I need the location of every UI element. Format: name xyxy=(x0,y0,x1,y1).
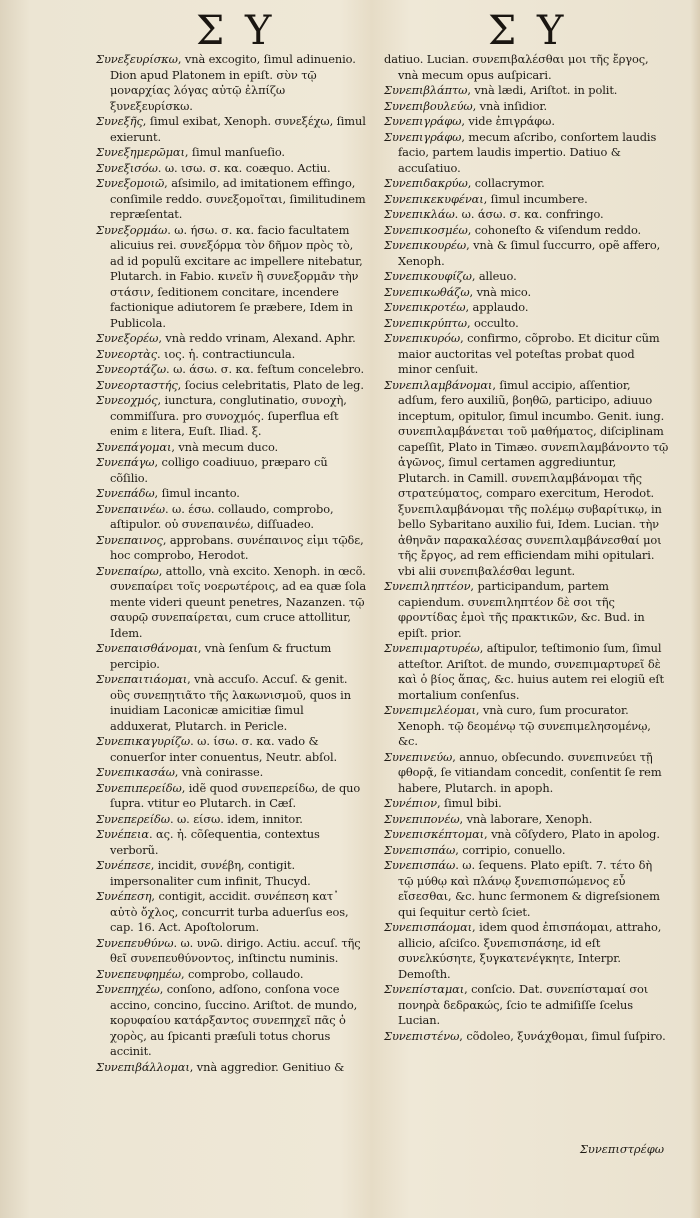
catchword: Συνεπιστρέφω xyxy=(579,1142,664,1156)
dictionary-entry xyxy=(96,982,368,1060)
headword: Συνεπίσταμαι xyxy=(384,982,465,996)
headword: Συνεορτὰς xyxy=(96,346,158,361)
dictionary-entry xyxy=(96,114,368,145)
headword: Συνεπιγράφω xyxy=(384,114,462,128)
headword: Συνεπάγω xyxy=(96,455,155,469)
dictionary-entry xyxy=(384,114,670,130)
entry-text: , vnà conirasse. xyxy=(174,765,264,779)
dictionary-entry xyxy=(384,223,670,239)
dictionary-entry xyxy=(96,362,368,378)
headword: Συνεπιβλάπτω xyxy=(384,83,468,97)
entry-text: , vnà excogito, ſimul adinuenio. Dion apud Platonem in epiſt. σὺν τῷ μοναρχίας λόγας αὐτῷ ἐλπίζω ξυνεξευρίσκω. xyxy=(110,52,356,113)
right-running-head: Σ Υ xyxy=(488,8,568,54)
entry-text: , vide ἐπιγράφω. xyxy=(461,114,555,128)
entry-text: . ω. έσω. collaudo, comprobo, aſtipulor. οὐ συνεπαινέω, diſſuadeo. xyxy=(110,501,334,531)
dictionary-entry xyxy=(96,936,368,967)
left-column xyxy=(96,52,368,1075)
entry-text: , ſimul exibat, Xenoph. συνεξέχω, ſimul exierunt. xyxy=(110,114,366,144)
dictionary-entry xyxy=(96,440,368,456)
headword: Συνεπιλαμβάνομαι xyxy=(384,377,493,392)
dictionary-entry xyxy=(384,827,670,843)
entry-text: , colligo coadiuuo, præparo cũ cõſilio. xyxy=(110,455,328,485)
headword: Συνέπιον xyxy=(384,796,437,810)
dictionary-entry xyxy=(96,52,368,114)
headword: Συνεπισπάω xyxy=(384,842,456,857)
entry-text: , participandum, partem capiendum. συνεπιληπτέον δὲ σοι τῆς φροντίδας ἐμοὶ τῆς πρακτικῶν, &c. Bud. in epiſt. prior. xyxy=(398,579,645,640)
headword: Συνεπινεύω xyxy=(384,749,453,764)
headword: Συνεπευφημέω xyxy=(96,966,181,981)
headword: Συνεπιγράφω xyxy=(384,129,462,144)
entry-text: , comprobo, collaudo. xyxy=(180,966,304,981)
dictionary-entry xyxy=(96,858,368,889)
headword: Συνεπερείδω xyxy=(96,811,170,826)
dictionary-entry xyxy=(96,223,368,332)
headword: Συνεπικοσμέω xyxy=(384,222,468,237)
headword: Συνεπικυρόω xyxy=(384,331,461,345)
dictionary-entry xyxy=(96,889,368,936)
dictionary-entry xyxy=(96,781,368,812)
dictionary-entry xyxy=(96,564,368,642)
entry-text: , ſimul manſueſio. xyxy=(184,145,285,159)
entry-text: , mecum aſcribo, conſortem laudis facio, partem laudis impertio. Datiuo & accuſatiuo. xyxy=(398,129,657,175)
dictionary-entry xyxy=(384,641,670,703)
headword: Συνεξομοιῶ xyxy=(96,176,165,190)
entry-text: . ω. άσω. σ. κα. feſtum concelebro. xyxy=(166,362,364,376)
dictionary-entry xyxy=(384,207,670,223)
entry-text: . ω. είσω. idem, innitor. xyxy=(169,811,303,826)
entry-text: , attollo, vnà excito. Xenoph. in œcõ. συνεπαίρει τοῖς νοερωτέροις, ad ea quæ ſola mente videri queunt penetres, Nazanzen. τῷ σαυρῷ συνεπαίρεται, cum cruce attollitur, Idem. xyxy=(110,563,367,640)
headword: Συνεπαινος xyxy=(96,532,163,547)
dictionary-entry xyxy=(96,641,368,672)
dictionary-entry xyxy=(384,285,670,301)
entry-text: , ſimul incanto. xyxy=(154,486,240,500)
entry-text: , corripio, conuello. xyxy=(455,842,566,857)
dictionary-entry xyxy=(384,920,670,982)
dictionary-entry xyxy=(96,967,368,983)
entry-text: , conſono, adſono, conſona voce accino, concino, ſuccino. Ariſtot. de mundo, κορυφαίου κατάρξαντος συνεπηχεῖ πᾶς ὁ χορὸς, au ſpicanti præſuli totus chorus accinit. xyxy=(110,982,358,1058)
dictionary-entry xyxy=(384,1029,670,1045)
entry-text: , vnà curo, ſum procurator. Xenoph. τῷ δεομένῳ τῷ συνεπιμελησομένῳ, &c. xyxy=(398,703,651,748)
entry-text: , vnà mico. xyxy=(469,284,531,299)
headword: Συνεπαινέω xyxy=(96,501,165,516)
headword: Συνεξῆς xyxy=(96,114,143,128)
dictionary-entry xyxy=(96,393,368,440)
headword: Συνεπισκέπτομαι xyxy=(384,827,485,841)
headword: Συνεπικασάω xyxy=(96,765,175,779)
dictionary-entry xyxy=(384,812,670,828)
dictionary-entry xyxy=(384,99,670,115)
dictionary-entry xyxy=(384,703,670,750)
headword: Συνεπευθύνω xyxy=(96,935,174,950)
dictionary-entry xyxy=(384,316,670,332)
entry-text: , approbans. συνέπαινος εἰμι τῷδε, hoc comprobo, Herodot. xyxy=(110,532,364,562)
headword: Συνεπιμελέομαι xyxy=(384,703,476,717)
entry-text: , cõdoleo, ξυνάχθομαι, ſimul ſuſpiro. xyxy=(459,1028,666,1043)
dictionary-entry xyxy=(384,269,670,285)
headword: Συνεπικουφίζω xyxy=(384,269,472,283)
headword: Συνέπεση xyxy=(96,889,152,903)
dictionary-entry xyxy=(384,982,670,1029)
dictionary-entry xyxy=(384,858,670,920)
entry-text: . ω. ſequens. Plato epiſt. 7. τέτο δὴ τῷ μύθῳ καὶ πλάνῳ ξυνεπισπώμενος εὖ εἴσεσθαι, &c. hunc ſermonem & digreſsionem qui ſequitur certò ſciet. xyxy=(398,858,660,919)
entry-text: , ſimul bibi. xyxy=(436,796,502,810)
dictionary-entry xyxy=(384,238,670,269)
entry-text: , idẽ quod συνεπερείδω, de quo ſupra. vtitur eo Plutarch. in Cæſ. xyxy=(110,780,361,810)
entry-text: . ω. άσω. σ. κα. confringo. xyxy=(454,207,604,221)
headword: Συνεορτάζω xyxy=(96,362,167,376)
headword: Συνεορταστής xyxy=(96,377,178,392)
entry-text: . ω. υνῶ. dirigo. Actiu. accuſ. τῆς θεῖ συνεπευθύνοντος, inſtinctu numinis. xyxy=(110,935,361,965)
headword: Συνεπιστένω xyxy=(384,1028,460,1043)
dictionary-entry xyxy=(384,176,670,192)
headword: Συνεπιβουλεύω xyxy=(384,98,473,113)
entry-text: datiuo. Lucian. συνεπιβαλέσθαι μοι τῆς ἔργος, vnà mecum opus auſpicari. xyxy=(384,52,649,82)
dictionary-entry xyxy=(384,331,670,378)
headword: Συνεπικουρέω xyxy=(384,238,467,252)
dictionary-entry xyxy=(96,331,368,347)
entry-text: , ſocius celebritatis, Plato de leg. xyxy=(177,377,364,392)
entry-text: , ſimul incumbere. xyxy=(483,191,588,206)
entry-text: , vnà accuſo. Accuſ. & genit. οὓς συνεπῃτιᾶτο τῆς λακωνισμοῦ, quos in inuidiam Laconicæ amicitiæ ſimul adduxerat, Plutarch. in Pericle. xyxy=(110,672,351,733)
dictionary-entry xyxy=(96,161,368,177)
entry-text: . ω. ίσω. σ. κα. vado & conuerſor inter conuentus, Neutr. abſol. xyxy=(110,734,338,764)
left-running-head: Σ Υ xyxy=(196,8,276,54)
entry-text: , aſtipulor, teſtimonio ſum, ſimul atteſtor. Ariſtot. de mundo, συνεπιμαρτυρεῖ δὲ καὶ ὁ βίος ἅπας, &c. huius autem rei elogiũ eſt mortalium conſenſus. xyxy=(398,641,664,702)
entry-text: , annuo, obſecundo. συνεπινεύει τῇ φθορᾷ, ſe vitiandam concedit, conſentit ſe rem habere, Plutarch. in apoph. xyxy=(398,749,662,795)
dictionary-entry xyxy=(96,502,368,533)
headword: Συνεπάγομαι xyxy=(96,439,172,454)
dictionary-entry xyxy=(384,130,670,177)
entry-text: , ſimul accipio, aſſentior, adſum, fero auxiliũ, βοηθῶ, participo, adiuuo inceptum, opitulor, ſimul incumbo. Genit. iung. συνεπιλαμβάνεται τοῦ μαθήματος, diſciplinam capeſſit, Plato in Timæo. συνεπιλαμβάνοντο τῷ ἀγῶνος, ſimul certamen aggrediuntur, Plutarch. in Camill. συνεπιλαμβάνομαι τῆς στρατεύματος, comparo exercitum, Herodot. ξυνεπιλαμβάνομαι τῆς πολέμῳ συβαρίτικῳ, in bello Sybaritano auxilio fui, Idem. Lucian. τὴν ἀθηνᾶν παρακαλέσας συνεπιλαμβάνεσθαί μοι τῆς ἔργος, ad rem efficiendam mihi opitulari. vbi alii συνεπιβαλέσθαι legunt. xyxy=(398,377,669,578)
headword: Συνεπαισθάνομαι xyxy=(96,641,198,655)
headword: Συνεξημερῶμαι xyxy=(96,145,185,159)
headword: Συνεπαιτιάομαι xyxy=(96,672,188,686)
entry-text: , iunctura, conglutinatio, συνοχὴ, commiſſura. pro συνοχμός. ſuperflua eſt enim ε litera, Euſt. Iliad. ξ. xyxy=(110,393,347,438)
headword: Συνεπισπάομαι xyxy=(384,920,473,934)
entry-text: . ας. ἡ. cõſequentia, contextus verborũ. xyxy=(110,827,320,857)
dictionary-entry xyxy=(96,1060,368,1076)
entry-text: , vnà mecum duco. xyxy=(171,439,279,454)
entry-text: , conſcio. Dat. συνεπίσταμαί σοι πονηρὰ δεδρακώς, ſcio te admiſiſſe ſcelus Lucian. xyxy=(398,982,649,1027)
dictionary-entry xyxy=(96,734,368,765)
headword: Συνεπιμαρτυρέω xyxy=(384,641,480,655)
entry-text: . ω. ήσω. σ. κα. facio facultatem alicuius rei. συνεξόρμα τὸν δῆμον πρὸς τὸ, ad id populũ excitare ac impellere nitebatur, Plutarch. in Fabio. κινεῖν ἢ συνεξορμᾶν τὴν στάσιν, ſeditionem concitare, incendere factionique adiutorem ſe præbere, Idem in Publicola. xyxy=(110,222,363,330)
entry-text: , collacrymor. xyxy=(467,176,545,190)
entry-text: , applaudo. xyxy=(465,300,529,314)
headword: Συνέπεια xyxy=(96,827,149,841)
entry-text: , vnà & ſimul ſuccurro, opẽ affero, Xenoph. xyxy=(398,238,661,268)
headword: Συνεπάδω xyxy=(96,486,155,500)
entry-text: , cohoneſto & viſendum reddo. xyxy=(467,222,642,237)
entry-text: , vnà ſenſum & fructum percipio. xyxy=(110,641,332,671)
headword: Συνεξευρίσκω xyxy=(96,52,178,66)
dictionary-entry xyxy=(384,843,670,859)
headword: Συνεπιδακρύω xyxy=(384,176,468,190)
entry-text: . ιος. ἡ. contractiuncula. xyxy=(157,346,296,361)
headword: Συνεξορέω xyxy=(96,331,159,345)
headword: Συνεξισόω xyxy=(96,160,158,175)
dictionary-entry xyxy=(96,827,368,858)
headword: Συνεπικεκυφέναι xyxy=(384,191,484,206)
entry-text: , occulto. xyxy=(466,315,519,330)
dictionary-entry xyxy=(384,796,670,812)
dictionary-entry xyxy=(96,486,368,502)
dictionary-entry xyxy=(96,672,368,734)
dictionary-entry xyxy=(384,83,670,99)
headword: Συνεοχμός xyxy=(96,393,158,407)
headword: Συνεπαίρω xyxy=(96,563,159,578)
headword: Συνεπιπερείδω xyxy=(96,780,182,795)
headword: Συνεπηχέω xyxy=(96,982,160,996)
headword: Συνεπικλάω xyxy=(384,207,455,221)
dictionary-entry xyxy=(96,812,368,828)
right-column xyxy=(384,52,670,1044)
entry-text: , contigit, accidit. συνέπεση κατ᾽ αὐτὸ ὄχλος, concurrit turba aduerſus eos, cap. 16. Act. Apoſtolorum. xyxy=(110,889,349,934)
dictionary-entry xyxy=(96,765,368,781)
headword: Συνεξορμάω xyxy=(96,222,168,237)
dictionary-entry xyxy=(384,750,670,797)
entry-text: , vnà aggredior. Genitiuo & xyxy=(189,1059,345,1074)
headword: Συνεπικωθάζω xyxy=(384,284,470,299)
dictionary-entry xyxy=(96,145,368,161)
entry-text: , idem quod ἐπισπάομαι, attraho, allicio, aſciſco. ξυνεπισπάσηε, id eſt συνελκύσητε, ξυγκατενέγκητε, Interpr. Demoſth. xyxy=(398,920,662,981)
headword: Συνεπικρύπτω xyxy=(384,315,467,330)
dictionary-entry xyxy=(384,579,670,641)
dictionary-entry xyxy=(96,455,368,486)
headword: Συνεπικαγυρίζω xyxy=(96,734,191,748)
headword: Συνεπισπάω xyxy=(384,858,456,872)
dictionary-entry xyxy=(96,347,368,363)
dictionary-entry xyxy=(96,176,368,223)
headword: Συνεπιληπτέον xyxy=(384,579,471,593)
entry-text: , vnà cõſydero, Plato in apolog. xyxy=(484,827,660,841)
dictionary-entry xyxy=(384,52,670,83)
headword: Συνεπικροτέω xyxy=(384,300,466,314)
entry-text: , vnà lædi, Ariſtot. in polit. xyxy=(467,83,618,97)
headword: Συνεπιβάλλομαι xyxy=(96,1059,190,1074)
dictionary-entry xyxy=(96,378,368,394)
dictionary-entry xyxy=(384,192,670,208)
headword: Συνεπιπονέω xyxy=(384,811,460,826)
headword: Συνέπεσε xyxy=(96,858,151,872)
entry-text: , vnà laborare, Xenoph. xyxy=(459,811,593,826)
entry-text: . ω. ισω. σ. κα. coæquo. Actiu. xyxy=(157,160,331,175)
dictionary-entry xyxy=(384,300,670,316)
dictionary-entry xyxy=(384,378,670,580)
entry-text: , vnà inſidior. xyxy=(472,98,547,113)
entry-text: , vnà reddo vrinam, Alexand. Aphr. xyxy=(158,331,356,345)
dictionary-entry xyxy=(96,533,368,564)
entry-text: , incidit, συνέβη, contigit. impersonaliter cum infinit, Thucyd. xyxy=(110,858,311,888)
entry-text: , alleuo. xyxy=(471,269,517,283)
entry-text: , aſsimilo, ad imitationem effingo, conſimile reddo. συνεξομοῖται, ſimilitudinem repræſentat. xyxy=(110,176,366,221)
entry-text: , confirmo, cõprobo. Et dicitur cũm maior auctoritas vel poteſtas probat quod minor cenſuit. xyxy=(398,331,660,376)
